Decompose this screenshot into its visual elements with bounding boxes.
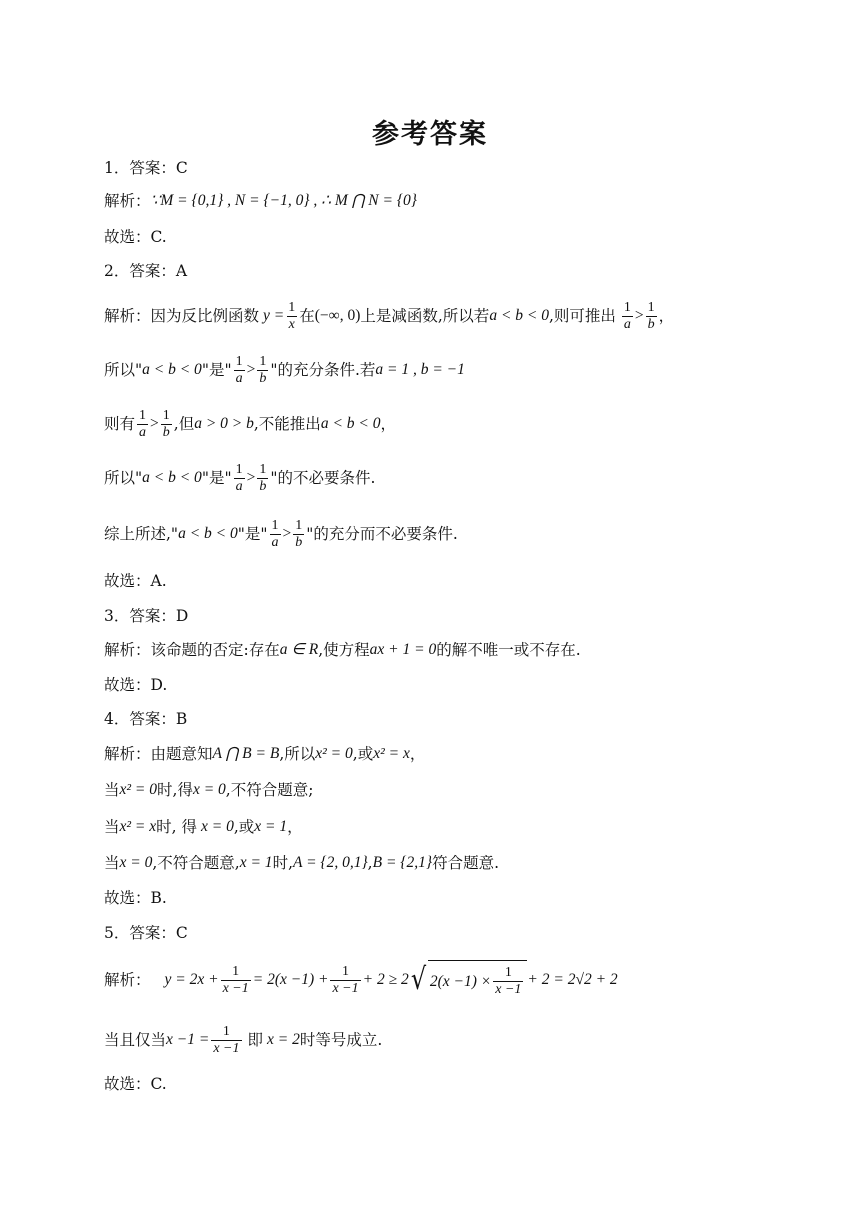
text: ， (409, 745, 426, 763)
fraction (293, 518, 304, 551)
denominator: a (623, 316, 631, 332)
q2-answer (104, 261, 187, 281)
q4-answer (104, 709, 187, 729)
denominator: b (259, 478, 267, 494)
q3-answer (104, 606, 188, 626)
numerator: 1 (235, 353, 243, 369)
math-expression: a < b < 0 (489, 307, 549, 324)
denominator: b (295, 534, 303, 550)
text: "是" (201, 469, 232, 487)
numerator: 1 (162, 407, 170, 423)
q3-analysis (104, 640, 581, 660)
text: "是" (201, 361, 232, 379)
q3-answer-text: 3．答案：D (104, 607, 189, 625)
q5-choice (104, 1074, 167, 1094)
denominator: a (235, 478, 243, 494)
denominator: x −1 (495, 982, 522, 997)
text: ,但 (173, 415, 195, 433)
numerator: 1 (647, 299, 655, 315)
fraction (257, 462, 268, 495)
q4-analysis-line4 (104, 853, 499, 873)
numerator: 1 (222, 1023, 230, 1039)
math-expression: > (246, 469, 256, 486)
numerator: 1 (504, 965, 512, 980)
math-expression: + 2 ≥ 2 (362, 971, 409, 988)
q1-choice (104, 227, 167, 247)
text: 时,得 (157, 781, 193, 799)
math-expression: a < b < 0 (320, 415, 381, 432)
denominator: b (259, 370, 267, 386)
math-expression: 2(x −1) × (429, 972, 492, 990)
text: 当 (104, 854, 120, 872)
fraction (234, 354, 245, 387)
denominator: x −1 (222, 980, 249, 996)
math-expression: ax + 1 = 0 (369, 641, 437, 658)
fraction (646, 300, 657, 333)
numerator: 1 (232, 963, 240, 979)
text: ,使方程 (318, 641, 370, 659)
math-expression: x = 0 (119, 854, 153, 871)
math-expression: x² = 0 (315, 745, 353, 762)
q5-answer (104, 923, 188, 943)
denominator: a (271, 534, 279, 550)
text: 的解不唯一或不存在. (436, 641, 581, 659)
math-expression: a < b < 0 (142, 469, 202, 486)
math-expression: a < b < 0 (178, 525, 238, 542)
text: ,不符合题意; (225, 781, 314, 799)
analysis-label: 解析： (104, 971, 151, 989)
radical-sign-icon: √ (410, 962, 426, 997)
math-expression: + 2 = 2√2 + 2 (527, 971, 618, 988)
math-expression: a = 1 , b = −1 (375, 361, 465, 378)
fraction (622, 300, 633, 333)
math-expression: y = 2x + (164, 971, 219, 988)
denominator: a (235, 370, 243, 386)
denominator: b (162, 424, 170, 440)
q4-analysis-line2 (104, 780, 313, 800)
q2-analysis-line4 (104, 456, 375, 500)
numerator: 1 (295, 517, 303, 533)
choice-text: 故选：C. (104, 1075, 167, 1093)
q3-choice (104, 675, 167, 695)
math-expression: A ⋂ B = B (212, 745, 280, 762)
math-expression: = 2(x −1) + (252, 971, 329, 988)
math-expression: > (634, 307, 644, 324)
q5-answer-text: 5．答案：C (104, 924, 188, 942)
text: 上是减函数,所以若 (360, 307, 490, 325)
text: ,所以 (279, 745, 316, 763)
text: "的充分而不必要条件. (306, 525, 458, 543)
math-expression: > (246, 361, 256, 378)
text: 综上所述," (104, 525, 179, 543)
q2-analysis-line5 (104, 512, 458, 556)
fraction (270, 518, 281, 551)
text: ,或 (233, 818, 255, 836)
text: 当 (104, 781, 120, 799)
fraction (493, 965, 523, 998)
math-expression: x = 0 (201, 818, 234, 835)
math-expression: A = {2, 0,1} (293, 854, 368, 871)
text: ,或 (352, 745, 374, 763)
numerator: 1 (271, 517, 279, 533)
numerator: 1 (235, 461, 243, 477)
q2-analysis-line1 (104, 294, 674, 338)
q4-analysis-line3 (104, 817, 303, 837)
text: "的不必要条件. (270, 469, 376, 487)
q1-answer (104, 158, 188, 178)
q2-analysis-line2 (104, 348, 465, 392)
text: 当 (104, 818, 120, 836)
choice-text: 故选：B. (104, 889, 167, 907)
page-title: 参考答案 (372, 119, 488, 150)
math-expression: ∵M = {0,1} , N = {−1, 0} , ∴ M ⋂ N = {0} (150, 192, 417, 209)
math-expression: > (282, 525, 292, 542)
fraction (234, 462, 245, 495)
q1-answer-text: 1．答案：C (104, 159, 188, 177)
text: 在 (299, 307, 315, 325)
denominator: a (139, 424, 147, 440)
text: ,不符合题意, (152, 854, 240, 872)
q2-choice (104, 571, 167, 591)
math-expression: (−∞, 0) (314, 307, 361, 324)
math-expression: a > 0 > b (194, 415, 254, 432)
math-expression: a ∈ R (279, 641, 319, 658)
q4-choice (104, 888, 167, 908)
math-expression: x −1 = (166, 1031, 210, 1048)
text: ， (287, 818, 303, 836)
text: ， (380, 415, 396, 433)
math-expression: x = 1 (254, 818, 288, 835)
math-expression: x = 2 (267, 1031, 300, 1048)
text: 时, 得 (156, 818, 197, 836)
text: 时等号成立. (299, 1031, 383, 1049)
denominator: x −1 (332, 980, 359, 996)
fraction (221, 964, 251, 997)
text: 即 (247, 1031, 264, 1049)
choice-text: 故选：C. (104, 228, 167, 246)
math-expression: B = {2,1} (372, 854, 433, 871)
math-expression: x = 1 (239, 854, 273, 871)
fraction (330, 964, 360, 997)
numerator: 1 (623, 299, 631, 315)
math-expression: x = 0 (192, 781, 226, 798)
text: ， (658, 307, 675, 325)
math-expression: y = (263, 307, 285, 324)
q1-analysis (104, 191, 417, 211)
fraction (286, 300, 297, 333)
square-root (409, 960, 528, 1000)
text: 所以" (104, 361, 143, 379)
text: ,则可推出 (548, 307, 616, 325)
q5-analysis-line2 (104, 1018, 382, 1062)
radicand (428, 960, 528, 1000)
text: 则有 (104, 415, 136, 433)
text: 时, (272, 854, 293, 872)
text: ,不能推出 (253, 415, 321, 433)
denominator: b (647, 316, 655, 332)
text: 符合题意. (432, 854, 499, 872)
text: 解析：该命题的否定:存在 (104, 641, 280, 659)
math-expression: x² = x (373, 745, 410, 762)
fraction (257, 354, 268, 387)
choice-text: 故选：A. (104, 572, 167, 590)
math-expression: > (150, 415, 159, 432)
choice-text: 故选：D. (104, 676, 168, 694)
q4-answer-text: 4．答案：B (104, 710, 188, 728)
numerator: 1 (259, 353, 267, 369)
denominator: x (288, 316, 295, 332)
math-expression: x² = x (119, 818, 157, 835)
q2-answer-text: 2．答案：A (104, 262, 188, 280)
fraction (137, 408, 148, 441)
q2-analysis-line3 (104, 402, 396, 446)
numerator: 1 (259, 461, 267, 477)
numerator: 1 (139, 407, 147, 423)
text: 当且仅当 (104, 1031, 167, 1049)
analysis-label: 解析： (104, 192, 151, 210)
text: 解析：由题意知 (104, 745, 213, 763)
text: "是" (237, 525, 268, 543)
text: , (367, 854, 373, 872)
fraction (161, 408, 172, 441)
math-expression: a < b < 0 (142, 361, 202, 378)
text: 解析：因为反比例函数 (104, 307, 260, 325)
numerator: 1 (342, 963, 350, 979)
denominator: x −1 (213, 1040, 240, 1056)
numerator: 1 (288, 299, 296, 315)
text: "的充分条件.若 (270, 361, 376, 379)
text: 所以" (104, 469, 143, 487)
q4-analysis-line1 (104, 744, 425, 764)
q5-analysis-equation (104, 956, 618, 1004)
math-expression: x² = 0 (119, 781, 158, 798)
fraction (211, 1024, 241, 1057)
